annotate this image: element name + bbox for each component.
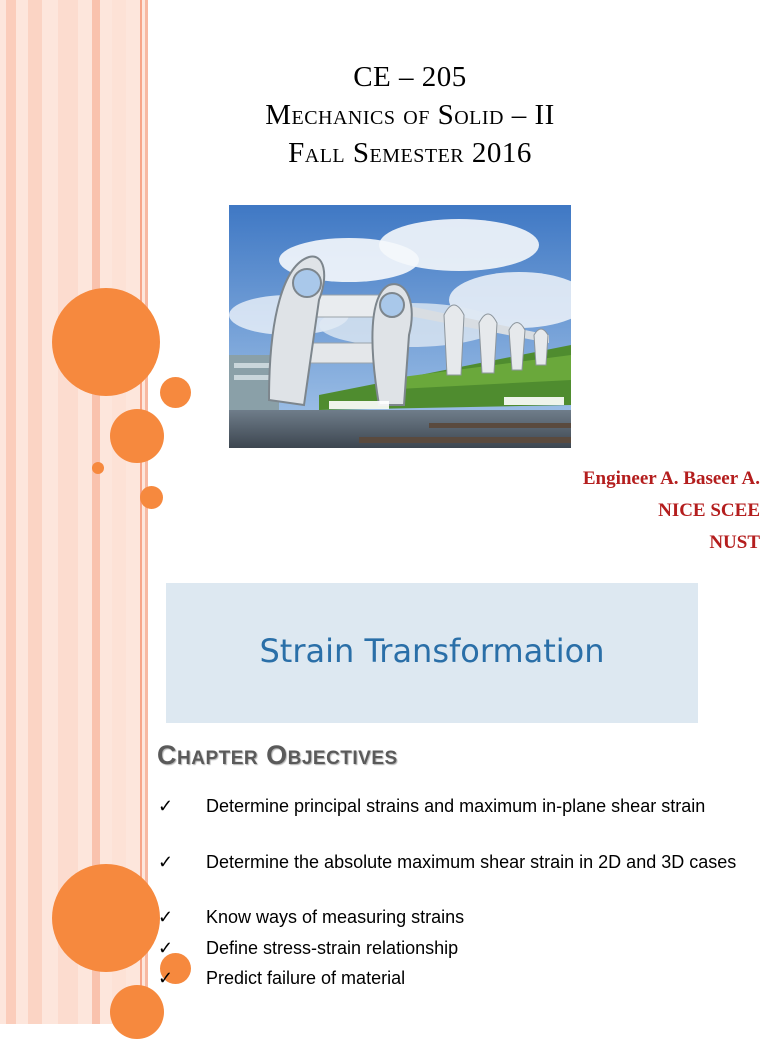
author-dept: NICE SCEE xyxy=(658,500,760,521)
list-item xyxy=(158,937,758,960)
decorative-circle xyxy=(110,409,164,463)
objectives-heading: Chapter Objectives xyxy=(157,740,398,770)
list-item xyxy=(158,967,758,990)
checkmark-icon: ✓ xyxy=(158,852,174,872)
author-name: Engineer A. Baseer A. xyxy=(582,468,760,489)
decorative-circle xyxy=(160,377,191,408)
falkirk-wheel-photo xyxy=(229,205,571,448)
decorative-circle xyxy=(52,864,160,972)
list-item xyxy=(158,851,758,874)
decorative-circle xyxy=(110,985,164,1039)
checkmark-icon: ✓ xyxy=(158,968,174,988)
semester: Fall Semester 2016 xyxy=(288,137,532,169)
checkmark-icon: ✓ xyxy=(158,796,174,816)
slide-title xyxy=(150,58,670,172)
checkmark-icon: ✓ xyxy=(158,907,174,927)
author-institution: NUST xyxy=(709,532,760,553)
decorative-circle xyxy=(92,462,104,474)
checkmark-icon: ✓ xyxy=(158,938,174,958)
list-item xyxy=(158,906,758,929)
objective-text: Determine principal strains and maximum in-plane shear strain xyxy=(206,796,706,816)
objective-text: Predict failure of material xyxy=(206,968,406,988)
course-code: CE – 205 xyxy=(353,61,467,93)
objective-text: Define stress-strain relationship xyxy=(206,938,459,958)
objective-text: Determine the absolute maximum shear strain in 2D and 3D cases xyxy=(206,852,737,872)
topic-banner xyxy=(166,583,698,723)
decorative-circle xyxy=(52,288,160,396)
banner-title: Strain Transformation xyxy=(259,632,605,670)
decorative-circle xyxy=(140,486,163,509)
list-item xyxy=(158,795,758,818)
course-name: Mechanics of Solid – II xyxy=(265,99,555,131)
objective-text: Know ways of measuring strains xyxy=(206,907,465,927)
